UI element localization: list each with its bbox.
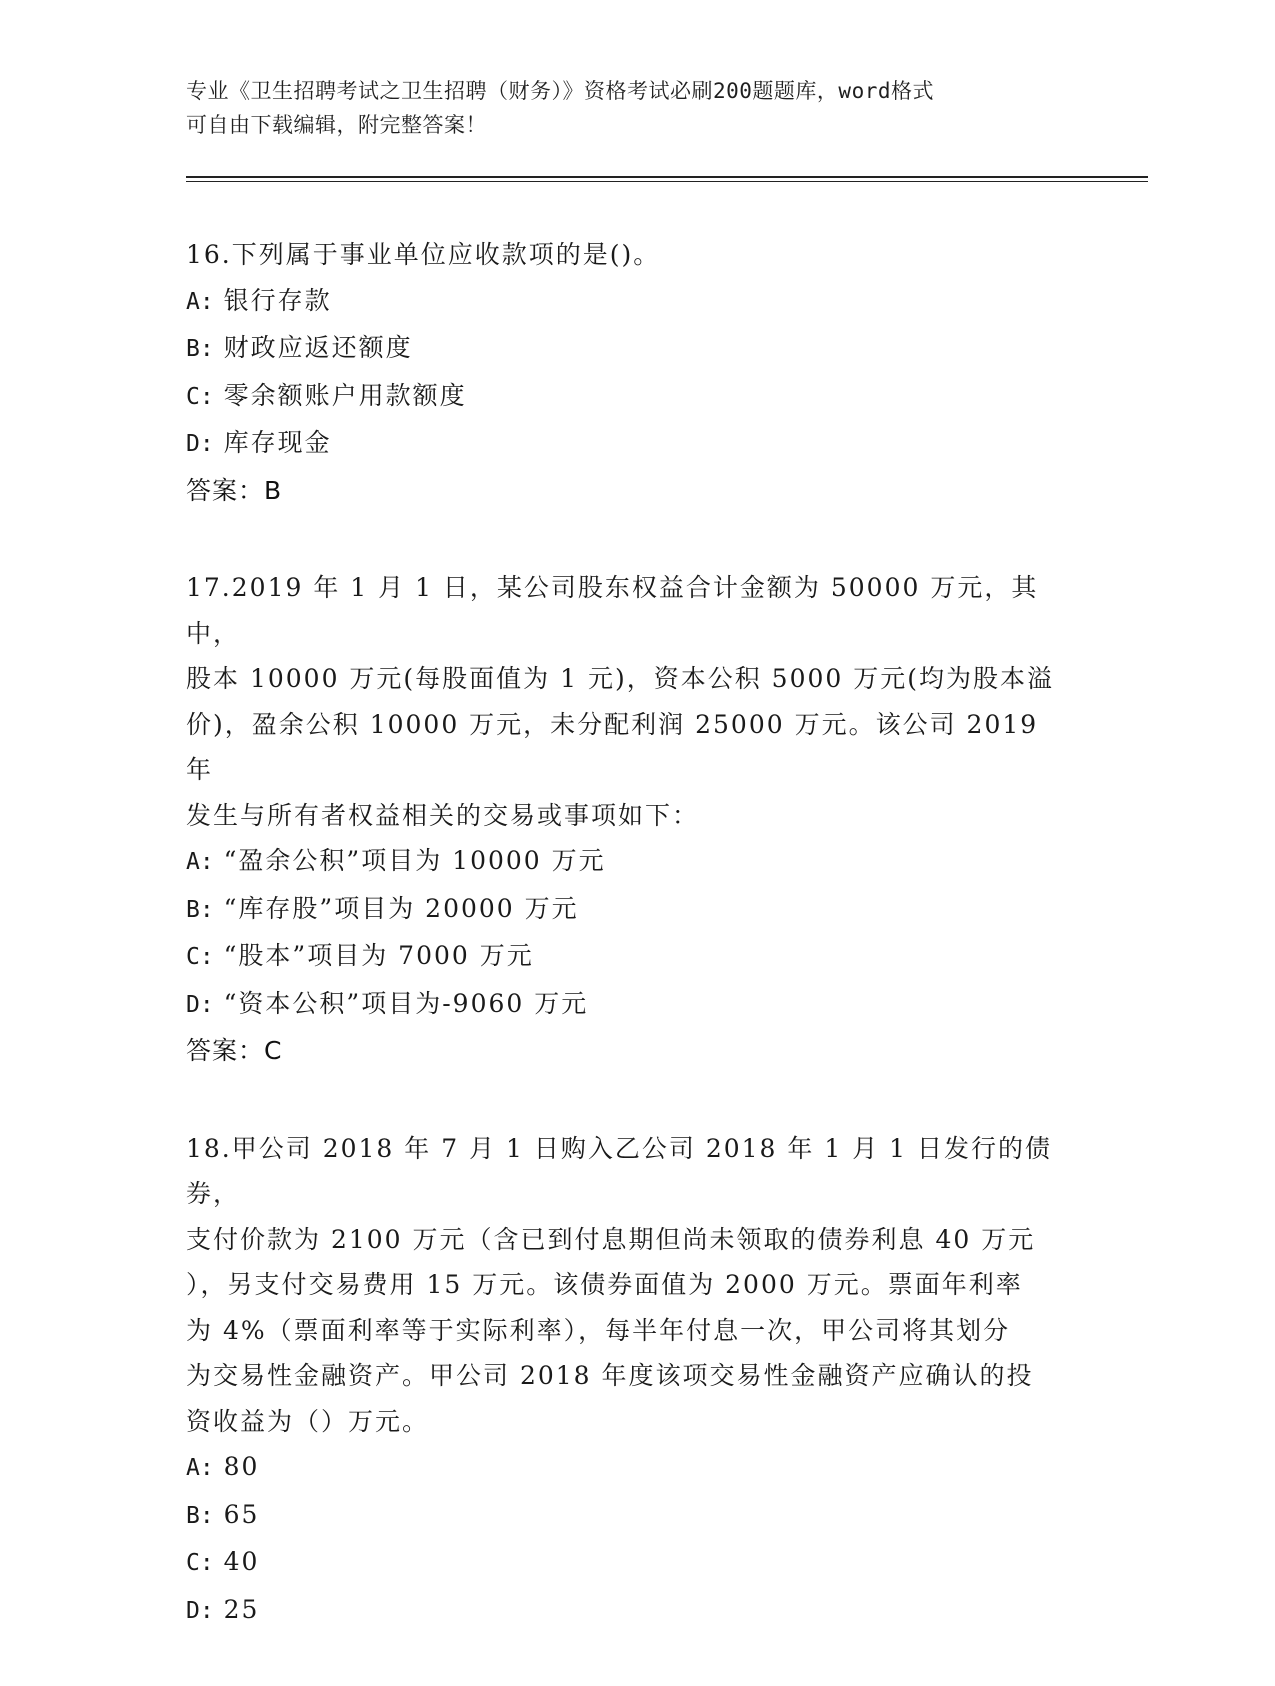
question-text-line: ），另支付交易费用 15 万元。该债券面值为 2000 万元。票面年利率 xyxy=(186,1270,1023,1299)
option-c xyxy=(186,1539,1066,1587)
question-18 xyxy=(186,1126,1066,1635)
option-letter: D: xyxy=(186,1597,214,1624)
option-text: “库存股”项目为 20000 万元 xyxy=(213,893,579,923)
option-d xyxy=(186,981,1066,1029)
option-letter: D: xyxy=(186,991,214,1018)
option-letter: B: xyxy=(186,336,214,362)
option-letter: B: xyxy=(186,896,214,923)
header-divider xyxy=(186,176,1148,182)
option-letter: A: xyxy=(186,1455,214,1481)
option-text: 40 xyxy=(213,1547,260,1576)
option-text: “股本”项目为 7000 万元 xyxy=(213,941,534,970)
option-letter: C: xyxy=(186,1550,214,1576)
option-letter: D: xyxy=(186,431,214,457)
option-a xyxy=(186,278,1066,326)
question-text-line: 支付价款为 2100 万元（含已到付息期但尚未领取的债券利息 40 万元 xyxy=(186,1224,1036,1254)
question-17 xyxy=(186,565,1066,1074)
option-a xyxy=(186,838,1066,886)
question-text-line: 发生与所有者权益相关的交易或事项如下： xyxy=(186,800,700,830)
question-text-line: 资收益为（）万元。 xyxy=(186,1406,430,1436)
option-c xyxy=(186,373,1066,421)
question-text-line: 价)，盈余公积 10000 万元，未分配利润 25000 万元。该公司 2019 年 xyxy=(186,709,1049,784)
question-text-line: 股本 10000 万元(每股面值为 1 元)，资本公积 5000 万元(均为股本溢 xyxy=(186,664,1055,693)
option-letter: C: xyxy=(186,383,214,410)
question-16 xyxy=(186,232,1066,513)
header-line-1: 专业《卫生招聘考试之卫生招聘（财务）》资格考试必刷200题题库，word格式 xyxy=(186,79,934,103)
option-letter: C: xyxy=(186,944,214,970)
question-text-line: 为交易性金融资产。甲公司 2018 年度该项交易性金融资产应确认的投 xyxy=(186,1361,1034,1390)
option-d xyxy=(186,1587,1066,1635)
answer-line: 答案：C xyxy=(186,1036,283,1065)
option-letter: B: xyxy=(186,1502,214,1529)
question-list xyxy=(186,232,1066,1686)
question-text-line: 18.甲公司 2018 年 7 月 1 日购入乙公司 2018 年 1 月 1 日发行的债券， xyxy=(186,1133,1052,1208)
option-text: 80 xyxy=(213,1452,260,1481)
option-text: 银行存款 xyxy=(213,285,332,315)
option-d xyxy=(186,420,1066,468)
option-b xyxy=(186,1492,1066,1540)
header-line-2: 可自由下载编辑，附完整答案！ xyxy=(186,113,487,137)
question-text-line: 17.2019 年 1 月 1 日，某公司股东权益合计金额为 50000 万元，其中， xyxy=(186,573,1039,648)
option-b xyxy=(186,886,1066,934)
option-c xyxy=(186,933,1066,981)
option-text: “盈余公积”项目为 10000 万元 xyxy=(213,846,606,875)
question-text-line: 16.下列属于事业单位应收款项的是()。 xyxy=(186,240,661,269)
option-letter: A: xyxy=(186,849,214,875)
option-b xyxy=(186,325,1066,373)
option-text: 财政应返还额度 xyxy=(213,333,413,362)
option-text: 零余额账户用款额度 xyxy=(213,380,467,410)
option-text: 库存现金 xyxy=(213,428,332,457)
option-text: 25 xyxy=(213,1594,260,1624)
option-text: 65 xyxy=(213,1499,260,1529)
option-letter: A: xyxy=(186,288,214,315)
question-text-line: 为 4%（票面利率等于实际利率），每半年付息一次，甲公司将其划分 xyxy=(186,1315,1011,1345)
document-header xyxy=(186,74,1066,142)
option-text: “资本公积”项目为-9060 万元 xyxy=(213,988,589,1018)
option-a xyxy=(186,1444,1066,1492)
answer-line: 答案：B xyxy=(186,475,283,505)
